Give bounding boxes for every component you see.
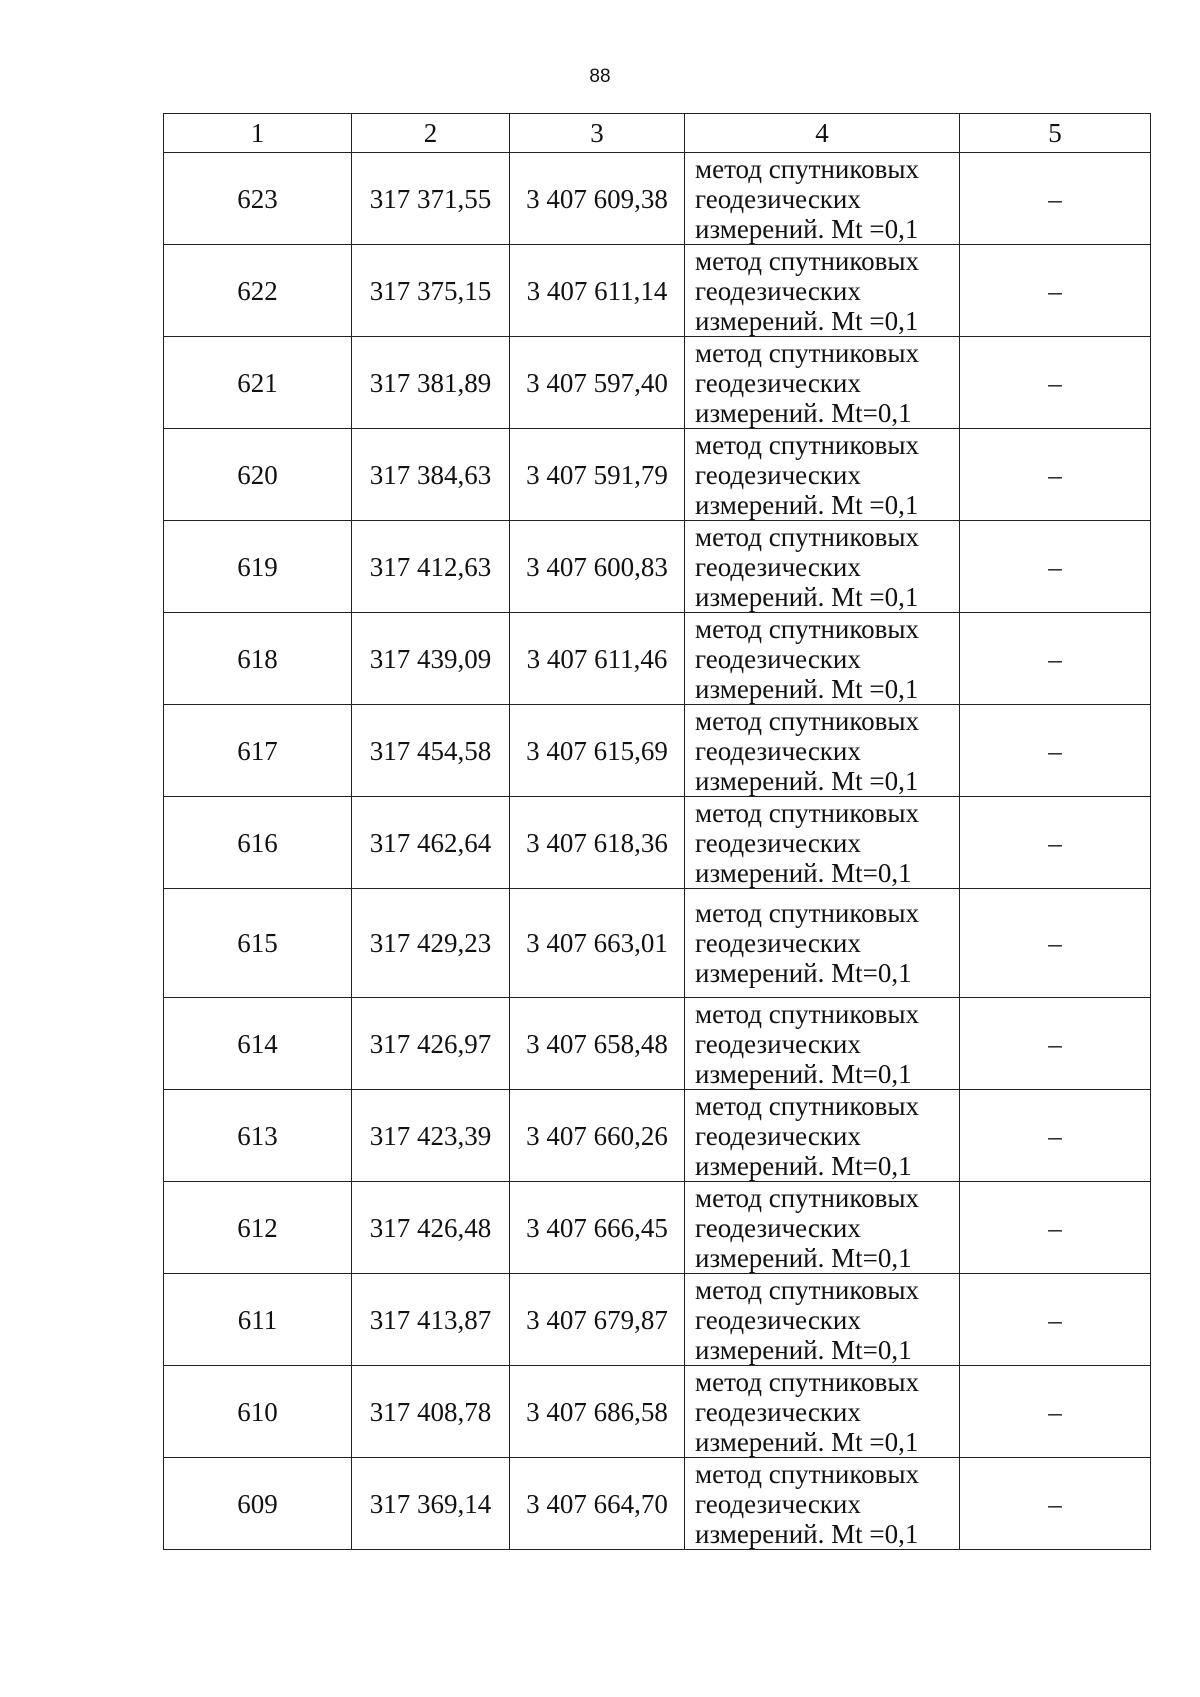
note-cell: – <box>960 1090 1151 1182</box>
method-line: метод спутниковых <box>695 1366 919 1397</box>
method-line: геодезических <box>695 551 861 582</box>
method-line: метод спутниковых <box>695 613 919 644</box>
y-coordinate-cell: 3 407 666,45 <box>510 1182 685 1274</box>
method-line: геодезических <box>695 183 861 214</box>
x-coordinate-cell: 317 381,89 <box>352 337 510 429</box>
method-line: измерений. Mt =0,1 <box>695 489 919 520</box>
x-coordinate-cell: 317 439,09 <box>352 613 510 705</box>
y-coordinate-cell: 3 407 664,70 <box>510 1458 685 1550</box>
note-cell: – <box>960 998 1151 1090</box>
method-line: метод спутниковых <box>695 705 919 736</box>
point-number-cell: 614 <box>164 998 352 1090</box>
y-coordinate-cell: 3 407 663,01 <box>510 889 685 998</box>
method-line: метод спутниковых <box>695 153 919 184</box>
method-line: метод спутниковых <box>695 1182 919 1213</box>
coordinates-table <box>163 113 1151 1550</box>
column-header: 5 <box>960 114 1151 153</box>
method-line: геодезических <box>695 459 861 490</box>
method-line: метод спутниковых <box>695 429 919 460</box>
point-number-cell: 613 <box>164 1090 352 1182</box>
method-cell <box>685 337 960 429</box>
table-row <box>164 1458 1151 1550</box>
table-header-row <box>164 114 1151 153</box>
x-coordinate-cell: 317 369,14 <box>352 1458 510 1550</box>
method-cell <box>685 521 960 613</box>
note-cell: – <box>960 705 1151 797</box>
note-cell: – <box>960 429 1151 521</box>
method-line: геодезических <box>695 367 861 398</box>
table-row <box>164 429 1151 521</box>
method-line: геодезических <box>695 1304 861 1335</box>
method-line: геодезических <box>695 1028 861 1059</box>
table-row <box>164 337 1151 429</box>
column-header: 4 <box>685 114 960 153</box>
y-coordinate-cell: 3 407 611,46 <box>510 613 685 705</box>
method-line: метод спутниковых <box>695 1458 919 1489</box>
note-cell: – <box>960 1458 1151 1550</box>
point-number-cell: 617 <box>164 705 352 797</box>
x-coordinate-cell: 317 384,63 <box>352 429 510 521</box>
method-line: метод спутниковых <box>695 337 919 368</box>
method-line: геодезических <box>695 827 861 858</box>
method-line: метод спутниковых <box>695 898 919 928</box>
method-cell <box>685 1458 960 1550</box>
table-row <box>164 889 1151 998</box>
table-row <box>164 153 1151 245</box>
method-line: измерений. Mt =0,1 <box>695 765 919 796</box>
point-number-cell: 619 <box>164 521 352 613</box>
method-line: метод спутниковых <box>695 245 919 276</box>
method-cell <box>685 998 960 1090</box>
table-row <box>164 998 1151 1090</box>
table-row <box>164 613 1151 705</box>
method-line: измерений. Mt =0,1 <box>695 673 919 704</box>
table-row <box>164 1182 1151 1274</box>
method-line: геодезических <box>695 275 861 306</box>
note-cell: – <box>960 1366 1151 1458</box>
table-row <box>164 245 1151 337</box>
method-cell <box>685 429 960 521</box>
x-coordinate-cell: 317 426,97 <box>352 998 510 1090</box>
x-coordinate-cell: 317 412,63 <box>352 521 510 613</box>
note-cell: – <box>960 1274 1151 1366</box>
method-cell <box>685 797 960 889</box>
y-coordinate-cell: 3 407 600,83 <box>510 521 685 613</box>
method-cell <box>685 1366 960 1458</box>
x-coordinate-cell: 317 408,78 <box>352 1366 510 1458</box>
x-coordinate-cell: 317 371,55 <box>352 153 510 245</box>
x-coordinate-cell: 317 423,39 <box>352 1090 510 1182</box>
method-line: измерений. Mt =0,1 <box>695 1426 919 1457</box>
point-number-cell: 616 <box>164 797 352 889</box>
point-number-cell: 612 <box>164 1182 352 1274</box>
note-cell: – <box>960 797 1151 889</box>
point-number-cell: 622 <box>164 245 352 337</box>
point-number-cell: 618 <box>164 613 352 705</box>
method-cell <box>685 889 960 998</box>
x-coordinate-cell: 317 454,58 <box>352 705 510 797</box>
method-line: метод спутниковых <box>695 797 919 828</box>
method-line: измерений. Mt=0,1 <box>695 397 912 428</box>
method-line: измерений. Mt =0,1 <box>695 581 919 612</box>
table-row <box>164 521 1151 613</box>
y-coordinate-cell: 3 407 611,14 <box>510 245 685 337</box>
method-line: метод спутниковых <box>695 1274 919 1305</box>
column-header: 2 <box>352 114 510 153</box>
method-line: измерений. Mt =0,1 <box>695 213 919 244</box>
y-coordinate-cell: 3 407 615,69 <box>510 705 685 797</box>
x-coordinate-cell: 317 413,87 <box>352 1274 510 1366</box>
method-line: измерений. Mt=0,1 <box>695 1150 912 1181</box>
table-row <box>164 1366 1151 1458</box>
y-coordinate-cell: 3 407 686,58 <box>510 1366 685 1458</box>
method-line: измерений. Mt=0,1 <box>695 1058 912 1089</box>
method-line: измерений. Mt=0,1 <box>695 857 912 888</box>
method-line: метод спутниковых <box>695 521 919 552</box>
method-line: геодезических <box>695 643 861 674</box>
method-line: геодезических <box>695 735 861 766</box>
note-cell: – <box>960 613 1151 705</box>
y-coordinate-cell: 3 407 609,38 <box>510 153 685 245</box>
column-header: 1 <box>164 114 352 153</box>
column-header: 3 <box>510 114 685 153</box>
method-line: измерений. Mt=0,1 <box>695 958 912 988</box>
y-coordinate-cell: 3 407 597,40 <box>510 337 685 429</box>
note-cell: – <box>960 521 1151 613</box>
table-row <box>164 797 1151 889</box>
method-line: измерений. Mt=0,1 <box>695 1242 912 1273</box>
method-line: геодезических <box>695 1488 861 1519</box>
method-cell <box>685 153 960 245</box>
point-number-cell: 623 <box>164 153 352 245</box>
point-number-cell: 610 <box>164 1366 352 1458</box>
point-number-cell: 620 <box>164 429 352 521</box>
y-coordinate-cell: 3 407 591,79 <box>510 429 685 521</box>
y-coordinate-cell: 3 407 660,26 <box>510 1090 685 1182</box>
note-cell: – <box>960 337 1151 429</box>
page-number: 88 <box>589 66 611 87</box>
method-line: метод спутниковых <box>695 1090 919 1121</box>
x-coordinate-cell: 317 375,15 <box>352 245 510 337</box>
note-cell: – <box>960 1182 1151 1274</box>
note-cell: – <box>960 153 1151 245</box>
method-line: геодезических <box>695 928 861 958</box>
x-coordinate-cell: 317 462,64 <box>352 797 510 889</box>
table-row <box>164 705 1151 797</box>
method-line: измерений. Mt=0,1 <box>695 1334 912 1365</box>
y-coordinate-cell: 3 407 618,36 <box>510 797 685 889</box>
method-line: метод спутниковых <box>695 998 919 1029</box>
note-cell: – <box>960 245 1151 337</box>
method-line: измерений. Mt =0,1 <box>695 1518 919 1549</box>
method-line: геодезических <box>695 1120 861 1151</box>
method-cell <box>685 1274 960 1366</box>
method-cell <box>685 1090 960 1182</box>
x-coordinate-cell: 317 429,23 <box>352 889 510 998</box>
point-number-cell: 611 <box>164 1274 352 1366</box>
note-cell: – <box>960 889 1151 998</box>
point-number-cell: 615 <box>164 889 352 998</box>
point-number-cell: 609 <box>164 1458 352 1550</box>
method-line: измерений. Mt =0,1 <box>695 305 919 336</box>
method-cell <box>685 705 960 797</box>
x-coordinate-cell: 317 426,48 <box>352 1182 510 1274</box>
method-line: геодезических <box>695 1212 861 1243</box>
method-cell <box>685 245 960 337</box>
method-line: геодезических <box>695 1396 861 1427</box>
method-cell <box>685 1182 960 1274</box>
table-body <box>164 153 1151 1550</box>
y-coordinate-cell: 3 407 658,48 <box>510 998 685 1090</box>
method-cell <box>685 613 960 705</box>
table-row <box>164 1090 1151 1182</box>
table-row <box>164 1274 1151 1366</box>
point-number-cell: 621 <box>164 337 352 429</box>
y-coordinate-cell: 3 407 679,87 <box>510 1274 685 1366</box>
